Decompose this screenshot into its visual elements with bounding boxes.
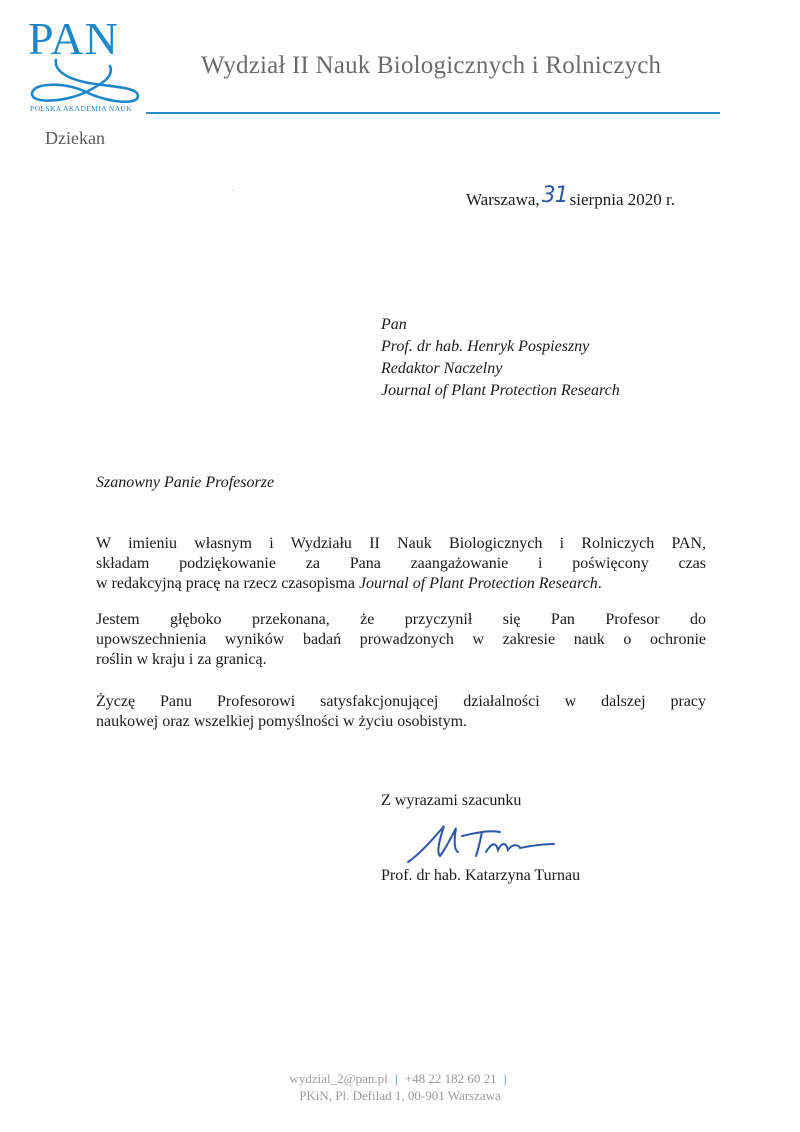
paragraph-line: Życzę Panu Profesorowi satysfakcjonującej działalności w dalszej pracy bbox=[96, 693, 706, 710]
office-label: Dziekan bbox=[45, 128, 105, 148]
closing-greeting: Z wyrazami szacunku bbox=[381, 792, 522, 809]
footer-separator: | bbox=[503, 1071, 507, 1086]
paragraph-line: roślin w kraju i za granicą. bbox=[96, 651, 267, 668]
paragraph-line bbox=[96, 574, 706, 594]
infinity-swirl-icon bbox=[26, 56, 144, 106]
footer-separator: | bbox=[394, 1071, 398, 1086]
body-paragraph-1 bbox=[96, 534, 706, 594]
department-title: Wydział II Nauk Biologicznych i Rolniczych bbox=[201, 52, 662, 79]
recipient-line: Redaktor Naczelny bbox=[381, 360, 503, 377]
logo-subtitle: POLSKA AKADEMIA NAUK bbox=[30, 104, 133, 113]
date-place: Warszawa, bbox=[466, 190, 540, 209]
pan-logo bbox=[26, 13, 144, 113]
handwritten-signature bbox=[400, 818, 560, 868]
recipient-block bbox=[381, 314, 620, 402]
logo-wordmark: PAN bbox=[28, 13, 119, 64]
paragraph-line: Jestem głęboko przekonana, że przyczynił się Pan Profesor do bbox=[96, 611, 706, 628]
signer-name: Prof. dr hab. Katarzyna Turnau bbox=[381, 867, 581, 884]
footer-phone: +48 22 182 60 21 bbox=[404, 1071, 497, 1086]
footer-contact bbox=[0, 1070, 800, 1104]
recipient-line: Journal of Plant Protection Research bbox=[381, 382, 620, 399]
date-day-handwritten: 31 bbox=[541, 183, 568, 208]
paragraph-line: składam podziękowanie za Pana zaangażowanie i poświęcony czas bbox=[96, 555, 706, 572]
body-paragraph-2 bbox=[96, 610, 706, 670]
header-divider bbox=[146, 112, 720, 114]
salutation: Szanowny Panie Profesorze bbox=[96, 474, 275, 491]
footer-address: PKiN, Pl. Defilad 1, 00-901 Warszawa bbox=[299, 1088, 501, 1103]
paragraph-line: naukowej oraz wszelkiej pomyślności w życiu osobistym. bbox=[96, 713, 468, 730]
recipient-line: Pan bbox=[381, 316, 407, 333]
body-paragraph-3 bbox=[96, 692, 706, 732]
footer-line-1 bbox=[0, 1070, 800, 1087]
scan-speck bbox=[232, 190, 233, 191]
journal-name: Journal of Plant Protection Research bbox=[358, 575, 598, 592]
recipient-line: Prof. dr hab. Henryk Pospieszny bbox=[381, 338, 590, 355]
paragraph-line: upowszechnienia wyników badań prowadzonych w zakresie nauk o ochronie bbox=[96, 631, 706, 648]
date-month-year: sierpnia 2020 r. bbox=[569, 190, 675, 209]
line-punctuation: . bbox=[597, 575, 602, 592]
line-text: w redakcyjną pracę na rzecz czasopisma bbox=[96, 575, 355, 592]
paragraph-line: W imieniu własnym i Wydziału II Nauk Biologicznych i Rolniczych PAN, bbox=[96, 535, 706, 552]
letter-date bbox=[466, 183, 675, 211]
footer-email: wydzial_2@pan.pl bbox=[289, 1071, 388, 1086]
